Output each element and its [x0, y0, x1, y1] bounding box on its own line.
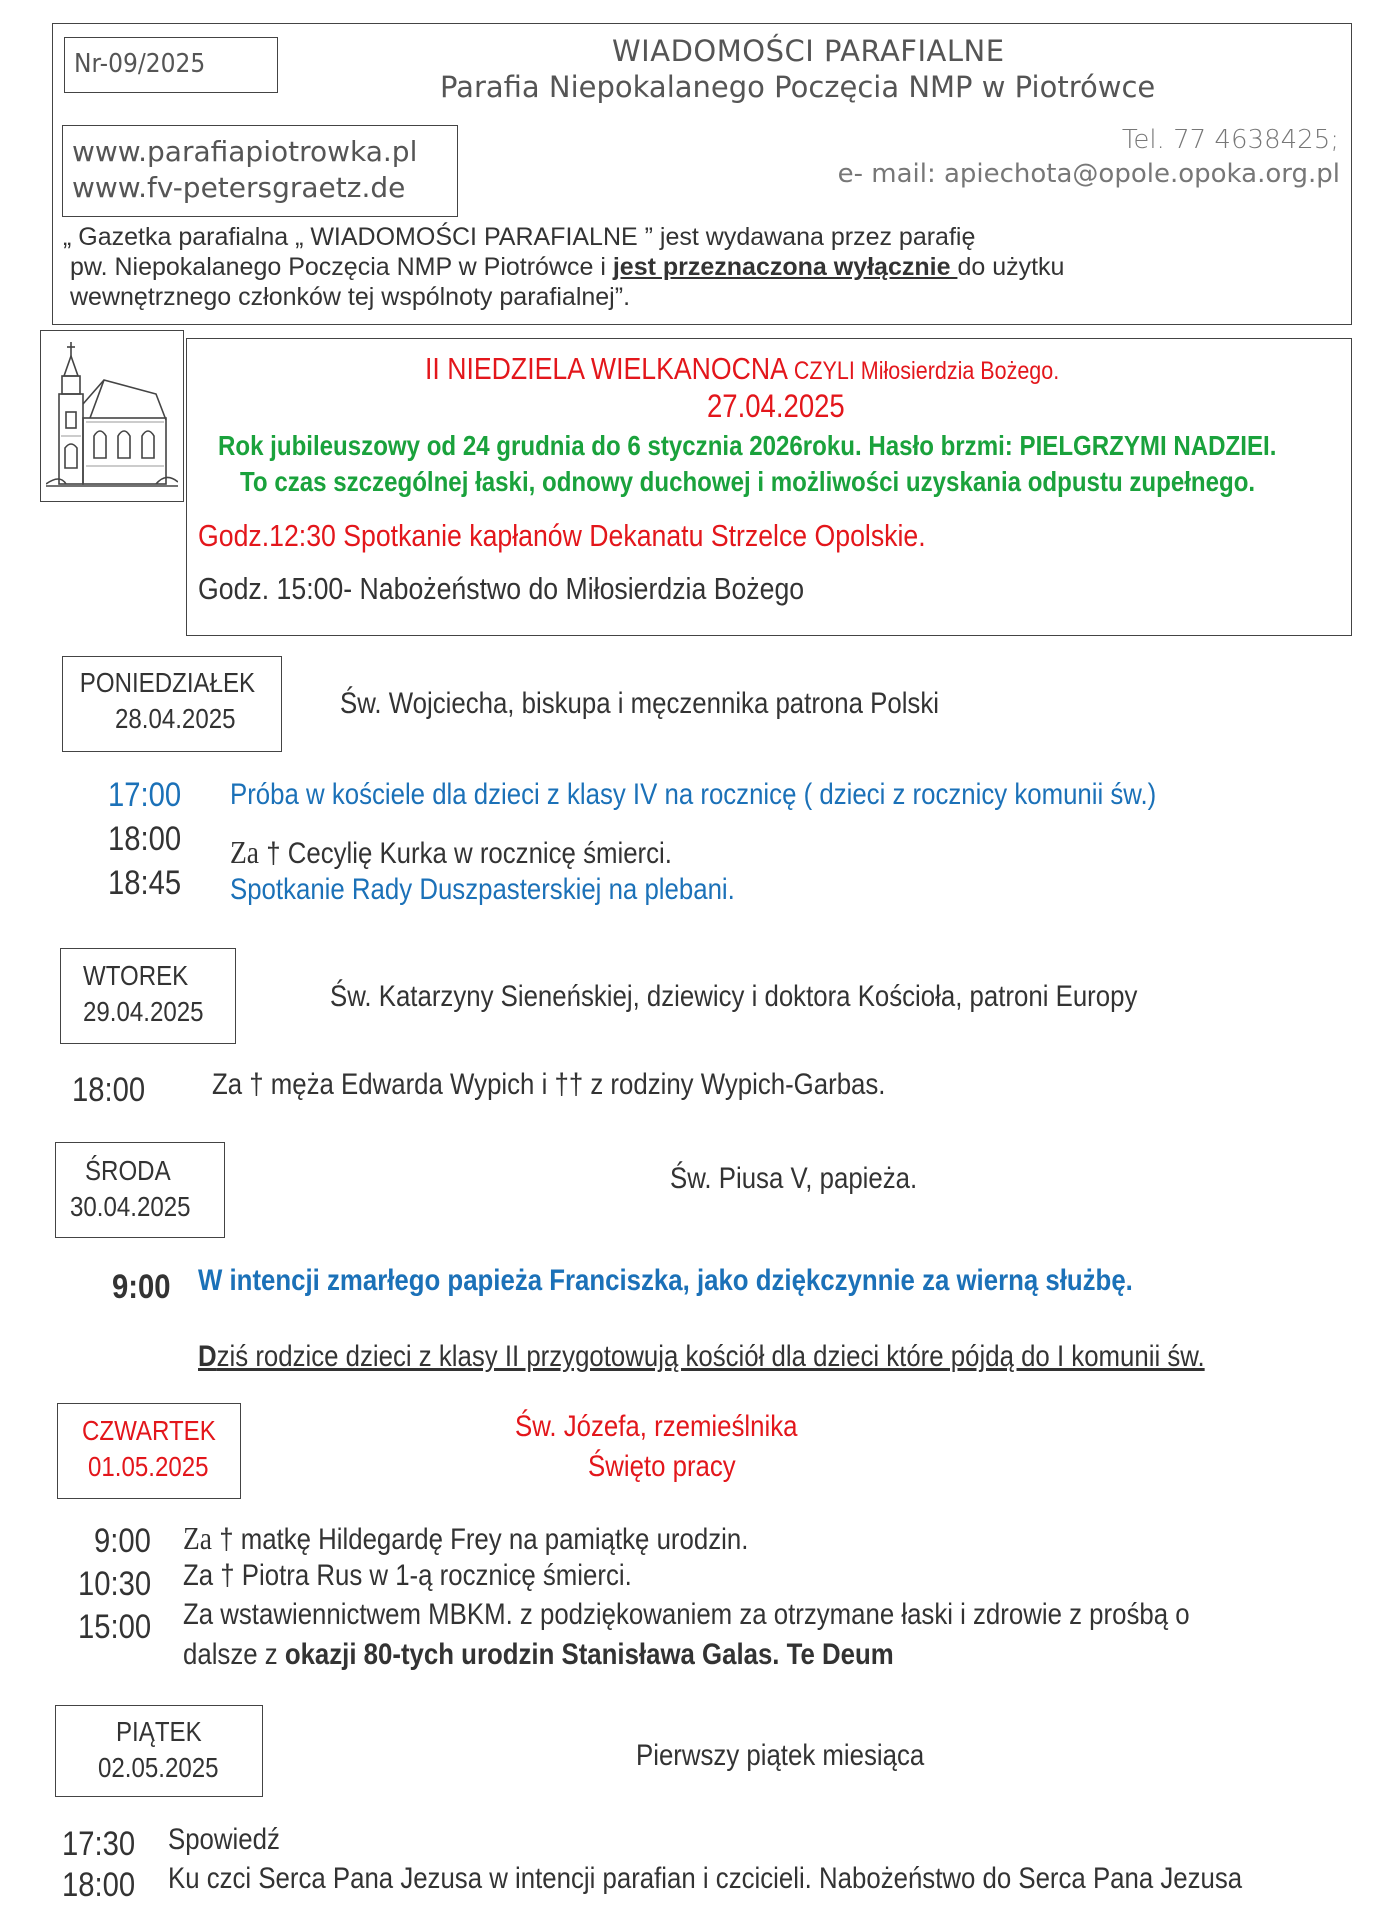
monday-time-2: 18:00	[108, 820, 182, 858]
monday-entry-3: Spotkanie Rady Duszpasterskiej na plebani.	[230, 873, 735, 906]
parish-name: Parafia Niepokalanego Poczęcia NMP w Piotrówce	[440, 70, 1156, 104]
friday-entry-1: Spowiedź	[168, 1823, 280, 1856]
monday-entry-2-prefix: Za	[230, 834, 260, 870]
monday-entry-2	[230, 834, 672, 871]
tuesday-time-1: 18:00	[72, 1071, 146, 1109]
website-2[interactable]: www.fv-petersgraetz.de	[72, 171, 406, 204]
sunday-date: 27.04.2025	[707, 388, 845, 424]
thursday-saint-2: Święto pracy	[588, 1450, 736, 1483]
newsletter-title: WIADOMOŚCI PARAFIALNE	[612, 34, 1005, 68]
notice-line-1: „ Gazetka parafialna „ WIADOMOŚCI PARAFIALNE ” jest wydawana przez parafię	[63, 223, 976, 251]
notice-line-2-a: pw. Niepokalanego Poczęcia NMP w Piotrówce i	[70, 253, 613, 281]
thursday-entry-3-cont	[183, 1638, 894, 1672]
friday-time-2: 18:00	[62, 1866, 136, 1904]
thursday-entry-3-cont-b: okazji 80-tych urodzin Stanisława Galas. Te Deum	[284, 1638, 894, 1671]
phone: Tel. 77 4638425;	[1121, 125, 1339, 155]
wednesday-note-rest: ziś rodzice dzieci z klasy II przygotowują kościół dla dzieci które pójdą do I komunii św.	[216, 1340, 1205, 1373]
friday-entry-2: Ku czci Serca Pana Jezusa w intencji parafian i czcicieli. Nabożeństwo do Serca Pana Jezusa	[168, 1862, 1243, 1895]
wednesday-note	[198, 1340, 1205, 1374]
tuesday-date: 29.04.2025	[83, 996, 204, 1027]
church-logo	[46, 336, 178, 496]
thursday-entry-1	[183, 1520, 748, 1557]
wednesday-note-first: D	[198, 1340, 217, 1373]
issue-number: Nr-09/2025	[74, 49, 206, 79]
email[interactable]: e- mail: apiechota@opole.opoka.org.pl	[837, 159, 1340, 189]
website-1[interactable]: www.parafiapiotrowka.pl	[72, 135, 418, 168]
wednesday-date: 30.04.2025	[70, 1191, 191, 1222]
wednesday-saint: Św. Piusa V, papieża.	[670, 1162, 918, 1195]
monday-date: 28.04.2025	[114, 703, 236, 734]
thursday-name: CZWARTEK	[82, 1415, 216, 1446]
friday-name: PIĄTEK	[116, 1716, 202, 1747]
sunday-title-main: II NIEDZIELA WIELKANOCNA	[425, 351, 794, 386]
monday-name: PONIEDZIAŁEK	[79, 667, 256, 698]
tuesday-name: WTOREK	[83, 960, 189, 991]
thursday-time-1: 9:00	[94, 1522, 151, 1560]
thursday-entry-1-prefix: Za	[183, 1520, 213, 1556]
sunday-title-small: CZYLI Miłosierdzia Bożego.	[793, 357, 1060, 385]
friday-date: 02.05.2025	[98, 1752, 219, 1783]
monday-time-1: 17:00	[108, 776, 182, 814]
monday-time-3: 18:45	[108, 864, 182, 902]
monday-entry-2-text: † Cecylię Kurka w rocznicę śmierci.	[259, 837, 672, 870]
notice-line-3: wewnętrznego członków tej wspólnoty parafialnej”.	[70, 283, 631, 311]
jubilee-line-2: To czas szczególnej łaski, odnowy duchowej i możliwości uzyskania odpustu zupełnego.	[240, 466, 1256, 497]
thursday-entry-2: Za † Piotra Rus w 1-ą rocznicę śmierci.	[183, 1559, 632, 1592]
thursday-saint-1: Św. Józefa, rzemieślnika	[515, 1410, 798, 1443]
notice-line-2-c: do użytku	[957, 253, 1065, 281]
wednesday-name: ŚRODA	[85, 1155, 171, 1186]
tuesday-entry-1: Za † męża Edwarda Wypich i †† z rodziny Wypich-Garbas.	[212, 1068, 886, 1101]
wednesday-entry-1: W intencji zmarłego papieża Franciszka, jako dziękczynnie za wierną służbę.	[198, 1264, 1133, 1297]
thursday-entry-1-text: † matkę Hildegardę Frey na pamiątkę urodzin.	[212, 1523, 749, 1556]
friday-saint: Pierwszy piątek miesiąca	[636, 1739, 925, 1772]
monday-saint: Św. Wojciecha, biskupa i męczennika patrona Polski	[340, 687, 939, 720]
thursday-date: 01.05.2025	[88, 1451, 209, 1482]
thursday-time-3: 15:00	[78, 1608, 152, 1646]
friday-time-1: 17:30	[62, 1825, 136, 1863]
sunday-event-2: Godz. 15:00- Nabożeństwo do Miłosierdzia Bożego	[198, 571, 805, 606]
thursday-time-2: 10:30	[78, 1565, 152, 1603]
notice-line-2	[70, 253, 1064, 282]
sunday-event-1: Godz.12:30 Spotkanie kapłanów Dekanatu Strzelce Opolskie.	[198, 518, 926, 553]
jubilee-line-1: Rok jubileuszowy od 24 grudnia do 6 stycznia 2026roku. Hasło brzmi: PIELGRZYMI NADZIEI.	[218, 430, 1277, 461]
thursday-entry-3: Za wstawiennictwem MBKM. z podziękowaniem za otrzymane łaski i zdrowie z prośbą o	[183, 1598, 1190, 1631]
tuesday-saint: Św. Katarzyny Sieneńskiej, dziewicy i doktora Kościoła, patroni Europy	[330, 980, 1138, 1013]
wednesday-time-1: 9:00	[112, 1268, 171, 1306]
notice-emphasis: jest przeznaczona wyłącznie	[612, 253, 958, 281]
sunday-title	[425, 351, 1059, 387]
thursday-entry-3-cont-a: dalsze z	[183, 1638, 285, 1671]
monday-entry-1: Próba w kościele dla dzieci z klasy IV na rocznicę ( dzieci z rocznicy komunii św.)	[230, 778, 1157, 811]
